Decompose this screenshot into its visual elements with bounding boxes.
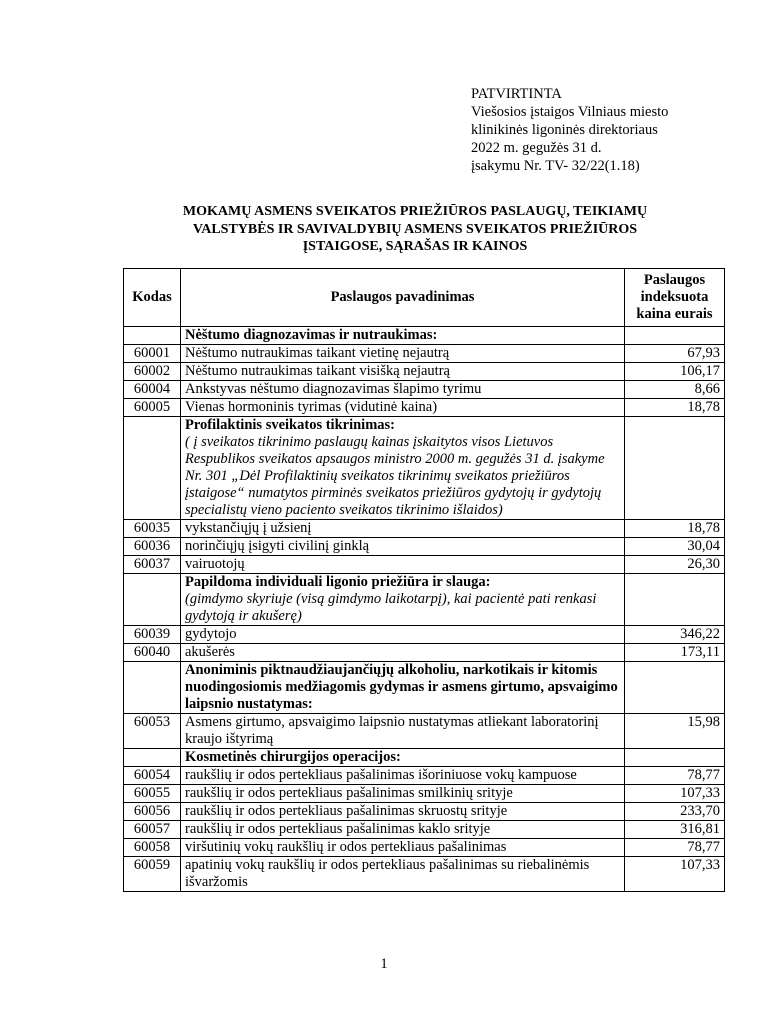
table-row <box>124 363 725 381</box>
category-code-cell <box>124 574 181 626</box>
table-row <box>124 644 725 662</box>
service-code: 60054 <box>124 767 181 785</box>
header-price: Paslaugos indeksuota kaina eurais <box>625 269 725 327</box>
category-code-cell <box>124 327 181 345</box>
table-row <box>124 839 725 857</box>
table-row <box>124 345 725 363</box>
service-code: 60035 <box>124 520 181 538</box>
category-name-cell <box>181 662 625 714</box>
service-price: 30,04 <box>625 538 725 556</box>
table-row <box>124 381 725 399</box>
service-code: 60058 <box>124 839 181 857</box>
table-row <box>124 821 725 839</box>
table-body <box>124 327 725 892</box>
category-note: (gimdymo skyriuje (visą gimdymo laikotarpį), kai pacientė pati renkasi gydytoją ir akušerę) <box>185 591 597 624</box>
service-code: 60001 <box>124 345 181 363</box>
table-row <box>124 626 725 644</box>
approval-line: 2022 m. gegužės 31 d. <box>471 140 602 156</box>
table-row <box>124 556 725 574</box>
service-price: 346,22 <box>625 626 725 644</box>
category-row <box>124 327 725 345</box>
category-title: Profilaktinis sveikatos tikrinimas: <box>185 417 395 433</box>
service-name: Nėštumo nutraukimas taikant vietinę nejautrą <box>181 345 625 363</box>
category-title: Nėštumo diagnozavimas ir nutraukimas: <box>185 327 438 343</box>
category-price-cell <box>625 417 725 520</box>
service-name: vairuotojų <box>181 556 625 574</box>
category-name-cell <box>181 327 625 345</box>
approval-line: klinikinės ligoninės direktoriaus <box>471 122 658 138</box>
header-code: Kodas <box>124 269 181 327</box>
category-code-cell <box>124 417 181 520</box>
category-row <box>124 417 725 520</box>
table-row <box>124 520 725 538</box>
service-price: 26,30 <box>625 556 725 574</box>
service-code: 60005 <box>124 399 181 417</box>
service-price: 233,70 <box>625 803 725 821</box>
title-line: VALSTYBĖS IR SAVIVALDYBIŲ ASMENS SVEIKATOS PRIEŽIŪROS <box>192 221 638 237</box>
service-code: 60059 <box>124 857 181 892</box>
service-price: 67,93 <box>625 345 725 363</box>
service-code: 60055 <box>124 785 181 803</box>
service-name: Asmens girtumo, apsvaigimo laipsnio nustatymas atliekant laboratorinį kraujo ištyrimą <box>181 714 625 749</box>
service-name: viršutinių vokų raukšlių ir odos pertekliaus pašalinimas <box>181 839 625 857</box>
service-name: Ankstyvas nėštumo diagnozavimas šlapimo tyrimu <box>181 381 625 399</box>
service-price: 107,33 <box>625 785 725 803</box>
service-code: 60036 <box>124 538 181 556</box>
service-name: apatinių vokų raukšlių ir odos pertekliaus pašalinimas su riebalinėmis išvaržomis <box>181 857 625 892</box>
category-price-cell <box>625 327 725 345</box>
service-name: norinčiųjų įsigyti civilinį ginklą <box>181 538 625 556</box>
service-name: gydytojo <box>181 626 625 644</box>
category-title: Papildoma individuali ligonio priežiūra ir slauga: <box>185 574 491 590</box>
service-price: 78,77 <box>625 767 725 785</box>
header-name: Paslaugos pavadinimas <box>181 269 625 327</box>
category-price-cell <box>625 749 725 767</box>
category-name-cell <box>181 749 625 767</box>
service-price: 15,98 <box>625 714 725 749</box>
service-price: 18,78 <box>625 399 725 417</box>
category-price-cell <box>625 574 725 626</box>
service-name: vykstančiųjų į užsienį <box>181 520 625 538</box>
service-name: akušerės <box>181 644 625 662</box>
approval-line: PATVIRTINTA <box>471 86 562 102</box>
service-name: raukšlių ir odos pertekliaus pašalinimas skruostų srityje <box>181 803 625 821</box>
category-code-cell <box>124 749 181 767</box>
table-row <box>124 538 725 556</box>
service-code: 60004 <box>124 381 181 399</box>
category-code-cell <box>124 662 181 714</box>
approval-block <box>471 85 668 175</box>
service-name: Vienas hormoninis tyrimas (vidutinė kaina) <box>181 399 625 417</box>
service-price: 107,33 <box>625 857 725 892</box>
category-title: Anoniminis piktnaudžiaujančiųjų alkoholiu, narkotikais ir kitomis nuodingosiomis medžiagomis gydymas ir asmens girtumo, apsvaigimo laipsnio nustatymas: <box>185 662 618 712</box>
category-title: Kosmetinės chirurgijos operacijos: <box>185 749 401 765</box>
approval-line: Viešosios įstaigos Vilniaus miesto <box>471 104 669 120</box>
service-code: 60002 <box>124 363 181 381</box>
document-title <box>150 203 680 256</box>
table-row <box>124 399 725 417</box>
service-code: 60040 <box>124 644 181 662</box>
category-note: ( į sveikatos tikrinimo paslaugų kainas įskaitytos visos Lietuvos Respublikos sveikatos apsaugos ministro 2000 m. gegužės 31 d. įsakyme Nr. 301 „Dėl Profilaktinių sveikatos tikrinimų sveikatos priežiūros įstaigose“ numatytos pirminės sveikatos priežiūros gydytojų ir gydytojų specialistų vieno paciento sveikatos tikrinimo išlaidos) <box>185 434 605 518</box>
table-row <box>124 767 725 785</box>
table-row <box>124 857 725 892</box>
service-price: 78,77 <box>625 839 725 857</box>
page-number: 1 <box>380 956 388 972</box>
category-row <box>124 574 725 626</box>
service-name: raukšlių ir odos pertekliaus pašalinimas smilkinių srityje <box>181 785 625 803</box>
price-table <box>123 268 725 892</box>
table-row <box>124 803 725 821</box>
category-row <box>124 662 725 714</box>
title-line: MOKAMŲ ASMENS SVEIKATOS PRIEŽIŪROS PASLAUGŲ, TEIKIAMŲ <box>182 204 648 219</box>
table-header-row <box>124 269 725 327</box>
service-price: 173,11 <box>625 644 725 662</box>
category-name-cell <box>181 417 625 520</box>
service-name: raukšlių ir odos pertekliaus pašalinimas kaklo srityje <box>181 821 625 839</box>
service-name: Nėštumo nutraukimas taikant visišką nejautrą <box>181 363 625 381</box>
table-row <box>124 714 725 749</box>
service-code: 60039 <box>124 626 181 644</box>
service-code: 60053 <box>124 714 181 749</box>
category-price-cell <box>625 662 725 714</box>
service-code: 60057 <box>124 821 181 839</box>
service-name: raukšlių ir odos pertekliaus pašalinimas išoriniuose vokų kampuose <box>181 767 625 785</box>
service-price: 316,81 <box>625 821 725 839</box>
service-code: 60037 <box>124 556 181 574</box>
service-price: 106,17 <box>625 363 725 381</box>
category-row <box>124 749 725 767</box>
title-line: ĮSTAIGOSE, SĄRAŠAS IR KAINOS <box>302 239 528 254</box>
approval-line: įsakymu Nr. TV- 32/22(1.18) <box>471 158 640 174</box>
service-price: 18,78 <box>625 520 725 538</box>
table-row <box>124 785 725 803</box>
service-code: 60056 <box>124 803 181 821</box>
category-name-cell <box>181 574 625 626</box>
service-price: 8,66 <box>625 381 725 399</box>
